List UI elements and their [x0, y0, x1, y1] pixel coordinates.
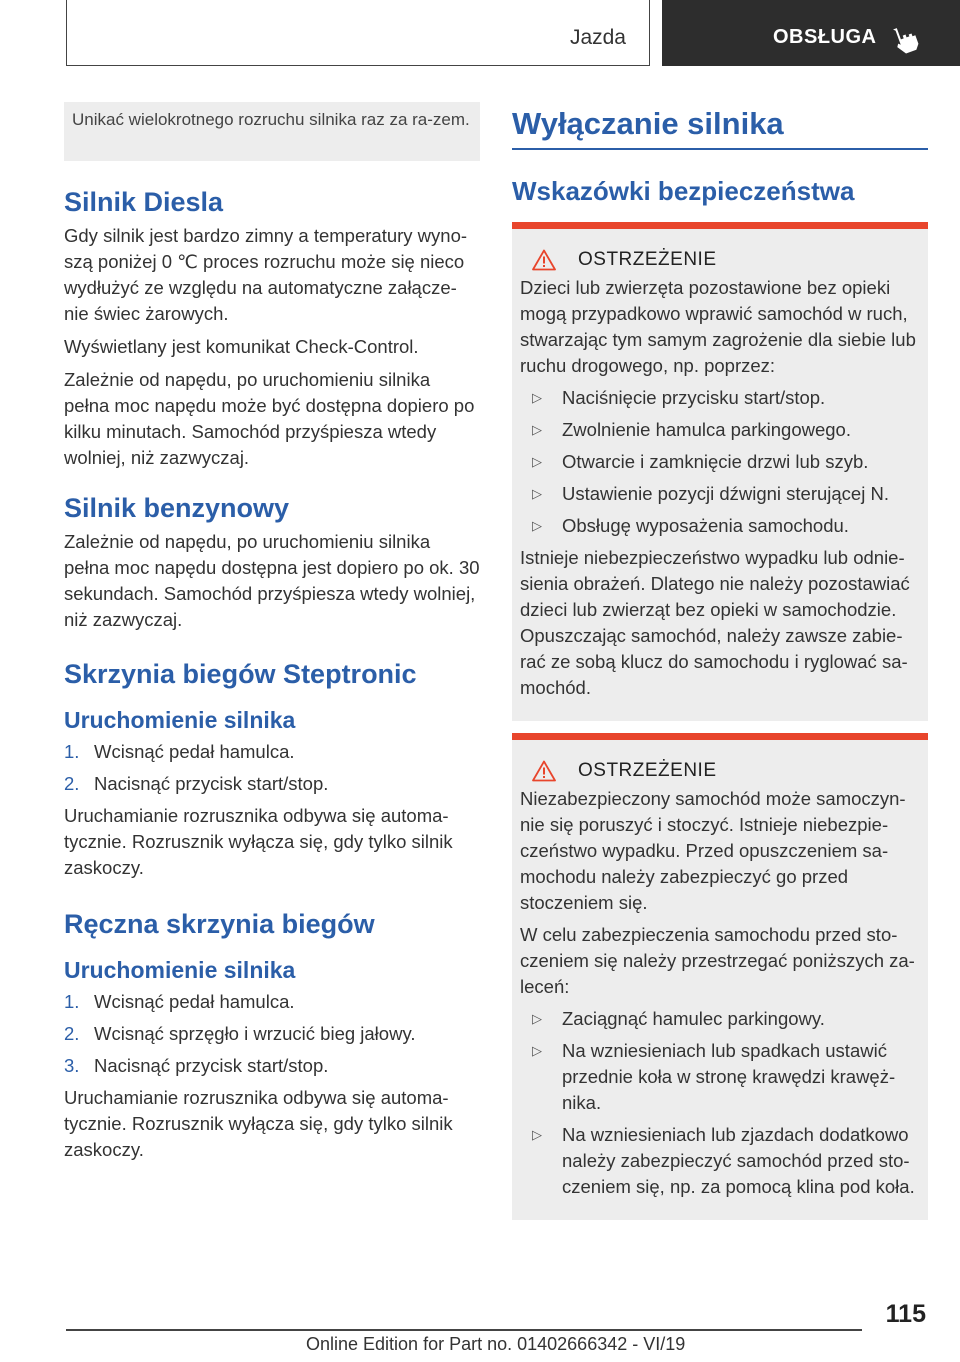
manual-after: Uruchamianie rozrusznika odbywa się automa‐tycznie. Rozrusznik wyłącza się, gdy tylko silnik zaskoczy.	[64, 1087, 453, 1160]
warning-2-list	[520, 1006, 920, 1200]
petrol-paragraph-1: Zależnie od napędu, po uruchomieniu silnika pełna moc napędu dostępna jest dopiero po ok. 30 sekundach. Samochód przyśpiesza wtedy wolniej, niż zazwyczaj.	[64, 531, 480, 630]
heading-petrol: Silnik benzynowy	[64, 493, 290, 523]
left-column	[64, 102, 480, 1170]
header-tab-label: OBSŁUGA	[773, 26, 877, 48]
warning-1-outro: Istnieje niebezpieczeństwo wypadku lub odnie‐sienia obrażeń. Dlatego nie należy pozostawiać dzieci lub zwierząt bez opieki w samochodzie. Opuszczając samochód, należy zawsze zabie‐rać ze sobą klucz do samochodu i ryglować sa‐mochód.	[520, 547, 910, 698]
heading-manual: Ręczna skrzynia biegów	[64, 909, 375, 939]
list-item: 1. Wcisnąć pedał hamulca.	[64, 991, 295, 1012]
warning-label: OSTRZEŻENIE	[578, 760, 717, 781]
warning-box-1	[512, 222, 928, 721]
list-item: ▷ Naciśnięcie przycisku start/stop.	[520, 385, 920, 411]
bullet-triangle-icon: ▷	[532, 422, 542, 437]
subheading-steptronic-start: Uruchomienie silnika	[64, 707, 296, 733]
list-item: ▷ Obsługę wyposażenia samochodu.	[520, 513, 920, 539]
footer-edition: Online Edition for Part no. 01402666342 - VI/19	[306, 1334, 686, 1354]
right-column	[512, 102, 928, 1232]
list-item: 3. Nacisnąć przycisk start/stop.	[64, 1055, 329, 1076]
warning-triangle-icon	[532, 760, 556, 782]
subheading-manual-start: Uruchomienie silnika	[64, 957, 296, 983]
pointing-hand-icon	[891, 24, 919, 54]
bullet-triangle-icon: ▷	[532, 518, 542, 533]
list-item: ▷ Otwarcie i zamknięcie drzwi lub szyb.	[520, 449, 920, 475]
page-number: 115	[885, 1300, 926, 1328]
note-text: Unikać wielokrotnego rozruchu silnika raz za ra‐zem.	[72, 110, 470, 129]
heading-engine-off: Wyłączanie silnika	[512, 102, 928, 150]
manual-steps	[64, 989, 480, 1079]
bullet-triangle-icon: ▷	[532, 1127, 542, 1142]
warning-2-intro-2: W celu zabezpieczenia samochodu przed sto‐czeniem się należy przestrzegać poniższych za‐leceń:	[520, 924, 915, 997]
warning-header	[520, 760, 920, 782]
warning-1-intro: Dzieci lub zwierzęta pozostawione bez opieki mogą przypadkowo wprawić samochód w ruch, stwarzając tym samym zagrożenie dla siebie lub ruchu drogowego, np. poprzez:	[520, 277, 916, 376]
note-box	[64, 102, 480, 161]
heading-safety: Wskazówki bezpieczeństwa	[512, 176, 855, 206]
list-item: ▷ Na wzniesieniach lub zjazdach dodatkowo należy zabezpieczyć samochód przed sto‐czeniem się, np. za pomocą klina pod koła.	[520, 1122, 920, 1200]
warning-1-list	[520, 385, 920, 539]
header-section-title: Jazda	[569, 26, 626, 49]
list-item: ▷ Ustawienie pozycji dźwigni sterującej N.	[520, 481, 920, 507]
list-item: 1. Wcisnąć pedał hamulca.	[64, 741, 295, 762]
heading-diesel: Silnik Diesla	[64, 187, 224, 217]
footer-divider	[66, 1329, 862, 1331]
steptronic-steps	[64, 739, 480, 797]
steptronic-after: Uruchamianie rozrusznika odbywa się automa‐tycznie. Rozrusznik wyłącza się, gdy tylko silnik zaskoczy.	[64, 805, 453, 878]
list-item: 2. Nacisnąć przycisk start/stop.	[64, 773, 329, 794]
header-tab[interactable]	[662, 0, 960, 66]
diesel-paragraph-1: Gdy silnik jest bardzo zimny a temperatury wyno‐szą poniżej 0 ℃ proces rozruchu może się nieco wydłużyć ze względu na automatyczne załącze‐nie świec żarowych.	[64, 225, 468, 324]
warning-triangle-icon	[532, 249, 556, 271]
list-item: 2. Wcisnąć sprzęgło i wrzucić bieg jałowy.	[64, 1023, 416, 1044]
bullet-triangle-icon: ▷	[532, 1011, 542, 1026]
heading-steptronic: Skrzynia biegów Steptronic	[64, 659, 417, 689]
list-item: ▷ Zaciągnąć hamulec parkingowy.	[520, 1006, 920, 1032]
diesel-paragraph-3: Zależnie od napędu, po uruchomieniu silnika pełna moc napędu może być dostępna dopiero po kilku minutach. Samochód przyśpiesza wtedy wolniej, niż zazwyczaj.	[64, 369, 475, 468]
bullet-triangle-icon: ▷	[532, 486, 542, 501]
bullet-triangle-icon: ▷	[532, 390, 542, 405]
bullet-triangle-icon: ▷	[532, 1043, 542, 1058]
bullet-triangle-icon: ▷	[532, 454, 542, 469]
header-frame	[66, 0, 650, 66]
list-item: ▷ Na wzniesieniach lub spadkach ustawić przednie koła w stronę krawędzi krawęż‐nika.	[520, 1038, 920, 1116]
diesel-paragraph-2: Wyświetlany jest komunikat Check-Control.	[64, 336, 419, 357]
list-item: ▷ Zwolnienie hamulca parkingowego.	[520, 417, 920, 443]
warning-label: OSTRZEŻENIE	[578, 249, 717, 270]
warning-2-intro: Niezabezpieczony samochód może samoczyn‐nie się poruszyć i stoczyć. Istnieje niebezpie‐czeństwo wypadku. Przed opuszczeniem sa‐mochodu należy zabezpieczyć go przed stoczeniem się.	[520, 788, 906, 913]
warning-box-2	[512, 733, 928, 1220]
warning-header	[520, 249, 920, 271]
